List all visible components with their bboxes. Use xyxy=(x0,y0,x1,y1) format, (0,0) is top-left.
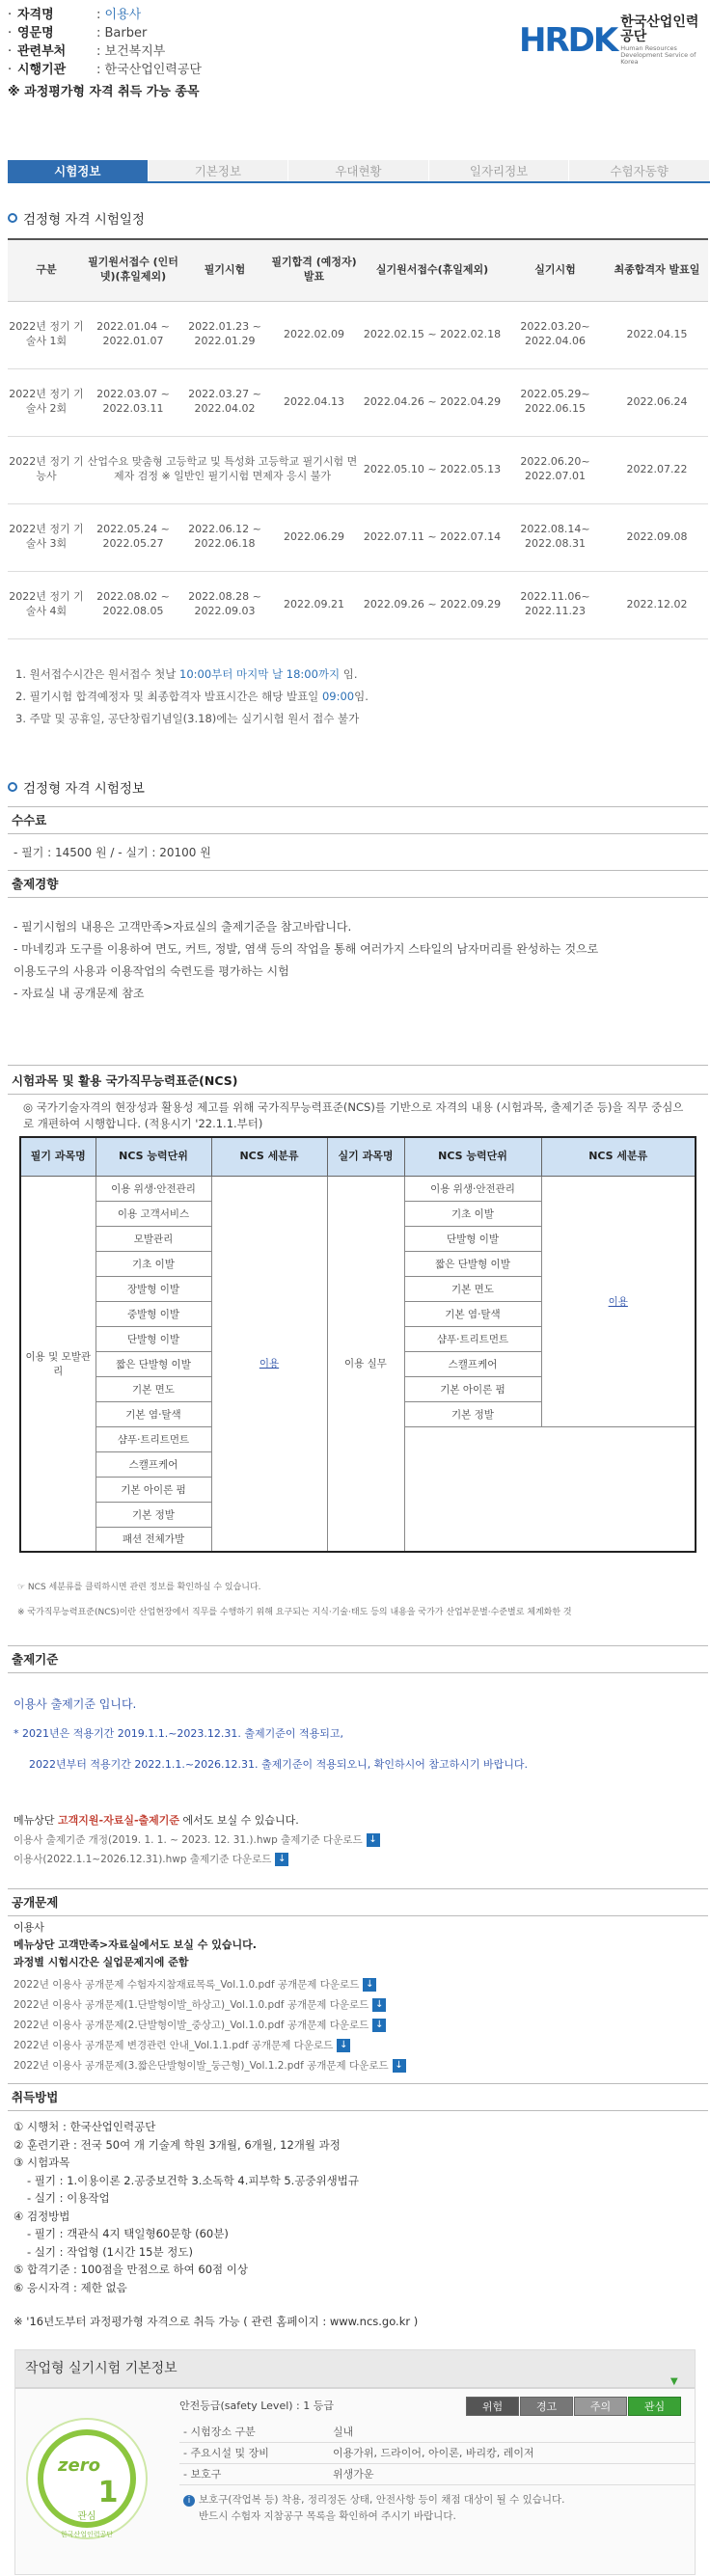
level-warning: 경고 xyxy=(520,2397,573,2416)
tab-bar xyxy=(8,160,710,183)
level-pointer-icon: ▼ xyxy=(670,2376,678,2387)
logo-subtitle: Human Resources Development Service of Korea xyxy=(620,43,696,66)
ncs-table: 필기 과목명 NCS 능력단위 NCS 세분류 실기 과목명 NCS 능력단위 NCS 세분류 이용 및 모발관리 이용 위생·안전관리 이용 이용 실무 이용 위생·안전관리 이용 이용 고객서비스 기초 이발 모발관리 단발형 이발 기초 이발 짧은 단발형 이발 장발형 이발 기본 면도 중발형 이발 기본 염·탈색 단발형 이발 샴푸·트리트먼트 짧은 단발형 이발 스캘프케어 기본 면도 기본 아이론 펌 기본 염·탈색 기본 정발 샴푸·트리트먼트 스캘프케어 기본 아이론 펌 기본 정발 패션 전체가발 xyxy=(19,1136,696,1553)
table-row: - 주요시설 및 장비 이용가위, 드라이어, 아이론, 바리캉, 레이저 xyxy=(179,2442,696,2463)
download-icon[interactable]: ↓ xyxy=(367,1833,380,1847)
criteria-file-link[interactable]: 이용사(2022.1.1~2026.12.31).hwp 출제기준 다운로드 ↓ xyxy=(14,1850,700,1869)
col-header: 실기시험 xyxy=(505,239,606,301)
col-header: 필기합격 (예정자)발표 xyxy=(268,239,360,301)
public-file-link[interactable]: 2022년 이용사 공개문제(2.단발형이발_중상고)_Vol.1.0.pdf 공개문제 다운로드 ↓ xyxy=(14,2016,700,2036)
tab-trends[interactable]: 수험자동향 xyxy=(569,160,710,181)
header-note: ※ 과정평가형 자격 취득 가능 종목 xyxy=(8,85,200,99)
info-icon: i xyxy=(183,2495,195,2507)
fee-value: - 필기 : 14500 원 / - 실기 : 20100 원 xyxy=(14,846,211,859)
download-icon[interactable]: ↓ xyxy=(337,2039,350,2052)
download-icon[interactable]: ↓ xyxy=(372,1998,386,2012)
table-row: 2022년 정기 기술사 3회 2022.05.24 ~ 2022.05.27 2022.06.12 ~ 2022.06.18 2022.06.29 2022.07.11 ~ 2022.07.14 2022.08.14~ 2022.08.31 2022.09.08 xyxy=(8,503,708,571)
ncs-col-header: NCS 세분류 xyxy=(211,1137,327,1176)
col-header: 실기원서접수(휴일제외) xyxy=(360,239,505,301)
note-2: 2. 필기시험 합격예정자 및 최종합격자 발표시간은 해당 발표일 09:00임. xyxy=(15,690,369,703)
table-row: - 시험장소 구분 실내 xyxy=(179,2421,696,2442)
table-row: 2022년 정기 기술사 1회 2022.01.04 ~ 2022.01.07 2022.01.23 ~ 2022.01.29 2022.02.09 2022.02.15 ~ 2022.02.18 2022.03.20~ 2022.04.06 2022.04.15 xyxy=(8,301,708,368)
schedule-table xyxy=(8,238,708,639)
badge-zero-text: zero xyxy=(58,2455,100,2476)
table-row: 2022년 정기 기능사 산업수요 맞춤형 고등학교 및 특성화 고등학교 필기시험 면제자 검정 ※ 일반인 필기시험 면제자 응시 불가 2022.05.10 ~ 2022.05.13 2022.06.20~ 2022.07.01 2022.07.22 xyxy=(8,436,708,503)
col-header: 구분 xyxy=(8,239,85,301)
ncs-note-1: ☞ NCS 세분류를 클릭하시면 관련 정보를 확인하실 수 있습니다. xyxy=(17,1583,261,1592)
info-row-ministry: · 관련부처 : 보건복지부 xyxy=(8,44,166,59)
note-1: 1. 원서접수시간은 원서접수 첫날 10:00부터 마지막 날 18:00까지 임. xyxy=(15,667,358,681)
criteria-line2: * 2021년은 적용기간 2019.1.1.~2023.12.31. 출제기준이 적용되고, xyxy=(14,1727,344,1740)
trend-label: 출제경향 xyxy=(12,877,59,891)
info-row-name: · 자격명 : 이용사 xyxy=(8,8,142,22)
hrdk-logo xyxy=(519,10,702,71)
logo-mark: HRDK xyxy=(519,21,617,60)
safety-level-label: 안전등급(safety Level) : 1 등급 xyxy=(179,2400,335,2412)
col-header: 필기시험 xyxy=(181,239,268,301)
public-label: 공개문제 xyxy=(12,1895,59,1910)
badge-level-number: 1 xyxy=(97,2476,119,2509)
qualification-name: 이용사 xyxy=(104,8,142,22)
download-icon[interactable]: ↓ xyxy=(363,1978,376,1992)
exam-info-title: 검정형 자격 시험정보 xyxy=(8,777,145,797)
tab-exam-info[interactable]: 시험정보 xyxy=(8,160,149,181)
col-header: 필기원서접수 (인터넷)(휴일제외) xyxy=(85,239,181,301)
info-row-english: · 영문명 : Barber xyxy=(8,26,148,41)
public-file-link[interactable]: 2022년 이용사 공개문제 수험자지참재료목록_Vol.1.0.pdf 공개문제 다운로드 ↓ xyxy=(14,1975,700,1995)
ncs-note-2: ※ 국가직무능력표준(NCS)이란 산업현장에서 직무를 수행하기 위해 요구되는 지식·기술·태도 등의 내용을 국가가 산업부문별·수준별로 체계화한 것 xyxy=(17,1608,572,1617)
criteria-files xyxy=(14,1830,700,1869)
public-file-link[interactable]: 2022년 이용사 공개문제(1.단발형이발_하상고)_Vol.1.0.pdf 공개문제 다운로드 ↓ xyxy=(14,1995,700,2016)
criteria-line1: 이용사 출제기준 입니다. xyxy=(14,1697,137,1711)
criteria-label: 출제기준 xyxy=(12,1652,59,1667)
safety-info-table xyxy=(179,2421,696,2485)
tab-jobs[interactable]: 일자리정보 xyxy=(429,160,570,181)
ncs-col-header: 필기 과목명 xyxy=(20,1137,96,1176)
level-danger: 위험 xyxy=(466,2397,519,2416)
table-row: 2022년 정기 기술사 4회 2022.08.02 ~ 2022.08.05 2022.08.28 ~ 2022.09.03 2022.09.21 2022.09.26 ~ 2022.09.29 2022.11.06~ 2022.11.23 2022.12.02 xyxy=(8,571,708,638)
safety-footnote: i 보호구(작업복 등) 착용, 정리정돈 상태, 안전사항 등이 채점 대상이 될 수 있습니다. 반드시 수험자 지참공구 목록을 확인하여 주시기 바랍니다. xyxy=(183,2492,693,2525)
public-file-link[interactable]: 2022년 이용사 공개문제(3.짧은단발형이발_둥근형)_Vol.1.2.pdf 공개문제 다운로드 ↓ xyxy=(14,2056,700,2076)
safety-badge xyxy=(19,2411,154,2546)
note-3: 3. 주말 및 공휴일, 공단창립기념일(3.18)에는 실기시험 원서 접수 불가 xyxy=(15,712,360,725)
fee-label: 수수료 xyxy=(12,813,47,827)
schedule-notes xyxy=(15,664,700,730)
method-list: ① 시행처 : 한국산업인력공단 ② 훈련기관 : 전국 50여 개 기술계 학원 3개월, 6개월, 12개월 과정 ③ 시험과목 - 필기 : 1.이용이론 2.공중보건학 3.소독학 4.피부학 5.공중위생법규 - 실기 : 이용작업 ④ 검정방법 - 필기 : 객관식 4지 택일형60문항 (60분) - 실기 : 작업형 (1시간 15분 정도) ⑤ 합격기준 : 100점을 만점으로 하여 60점 이상 ⑥ 응시자격 : 제한 없음 xyxy=(14,2120,359,2294)
public-intro: 이용사 메뉴상단 고객만족>자료실에서도 보실 수 있습니다. 과정별 시험시간은 실업문제지에 준함 xyxy=(14,1921,257,1968)
ncs-intro: ◎ 국가기술자격의 현장성과 활용성 제고를 위해 국가직무능력표준(NCS)를 기반으로 자격의 내용 (시험과목, 출제기준 등)을 직무 중심으로 개편하여 시행합니다. (적용시기 '22.1.1.부터) xyxy=(23,1100,684,1130)
public-file-link[interactable]: 2022년 이용사 공개문제 변경관련 안내_Vol.1.1.pdf 공개문제 다운로드 ↓ xyxy=(14,2036,700,2056)
ncs-col-header: 실기 과목명 xyxy=(327,1137,404,1176)
level-concern: 관심 xyxy=(628,2397,681,2416)
ncs-label: 시험과목 및 활용 국가직무능력표준(NCS) xyxy=(12,1073,238,1088)
level-caution: 주의 xyxy=(574,2397,627,2416)
col-header: 최종합격자 발표일 xyxy=(606,239,708,301)
safety-title: 작업형 실기시험 기본정보 xyxy=(15,2350,695,2387)
logo-name: 한국산업인력공단 xyxy=(620,14,699,45)
schedule-title: 검정형 자격 시험일정 xyxy=(8,208,145,228)
tab-basic-info[interactable]: 기본정보 xyxy=(149,160,289,181)
criteria-line3: 2022년부터 적용기간 2022.1.1.~2026.12.31. 출제기준이 적용되오니, 확인하시어 참고하시기 바랍니다. xyxy=(29,1758,529,1771)
method-label: 취득방법 xyxy=(12,2090,59,2104)
table-row: - 보호구 위생가운 xyxy=(179,2463,696,2484)
criteria-file-link[interactable]: 이용사 출제기준 개정(2019. 1. 1. ~ 2023. 12. 31.).hwp 출제기준 다운로드 ↓ xyxy=(14,1830,700,1850)
written-subject: 이용 및 모발관리 xyxy=(20,1176,96,1552)
safety-level-scale xyxy=(466,2397,682,2420)
criteria-line4: 메뉴상단 고객지원-자료실-출제기준 에서도 보실 수 있습니다. xyxy=(14,1814,299,1827)
written-ncs-class-link[interactable]: 이용 xyxy=(211,1176,327,1552)
practical-ncs-class-link[interactable]: 이용 xyxy=(541,1176,696,1426)
badge-level-text: 관심 xyxy=(77,2511,96,2522)
public-files xyxy=(14,1975,700,2076)
ncs-col-header: NCS 세분류 xyxy=(541,1137,696,1176)
table-row: 2022년 정기 기술사 2회 2022.03.07 ~ 2022.03.11 2022.03.27 ~ 2022.04.02 2022.04.13 2022.04.26 ~ 2022.04.29 2022.05.29~ 2022.06.15 2022.06.24 xyxy=(8,368,708,436)
download-icon[interactable]: ↓ xyxy=(393,2059,406,2073)
trend-text: - 필기시험의 내용은 고객만족>자료실의 출제기준을 참고바랍니다. - 마네킹과 도구를 이용하여 면도, 커트, 정발, 염색 등의 작업을 통해 여러가지 스타일의 남자머리를 완성하는 것으로 이용도구의 사용과 이용작업의 숙련도를 평가하는 시험 - 자료실 내 공개문제 참조 xyxy=(14,920,599,1000)
page-header xyxy=(0,0,710,154)
info-row-agency: · 시행기관 : 한국산업인력공단 xyxy=(8,63,202,77)
ncs-col-header: NCS 능력단위 xyxy=(404,1137,541,1176)
method-footer: ※ '16년도부터 과정평가형 자격으로 취득 가능 ( 관련 홈페이지 : www.ncs.go.kr ) xyxy=(14,2315,419,2328)
practical-subject: 이용 실무 xyxy=(327,1176,404,1552)
download-icon[interactable]: ↓ xyxy=(372,2019,386,2032)
ncs-col-header: NCS 능력단위 xyxy=(96,1137,211,1176)
download-icon[interactable]: ↓ xyxy=(275,1853,288,1866)
badge-ring-text: 한국산업인력공단 xyxy=(60,2531,114,2538)
tab-preference[interactable]: 우대현황 xyxy=(288,160,429,181)
